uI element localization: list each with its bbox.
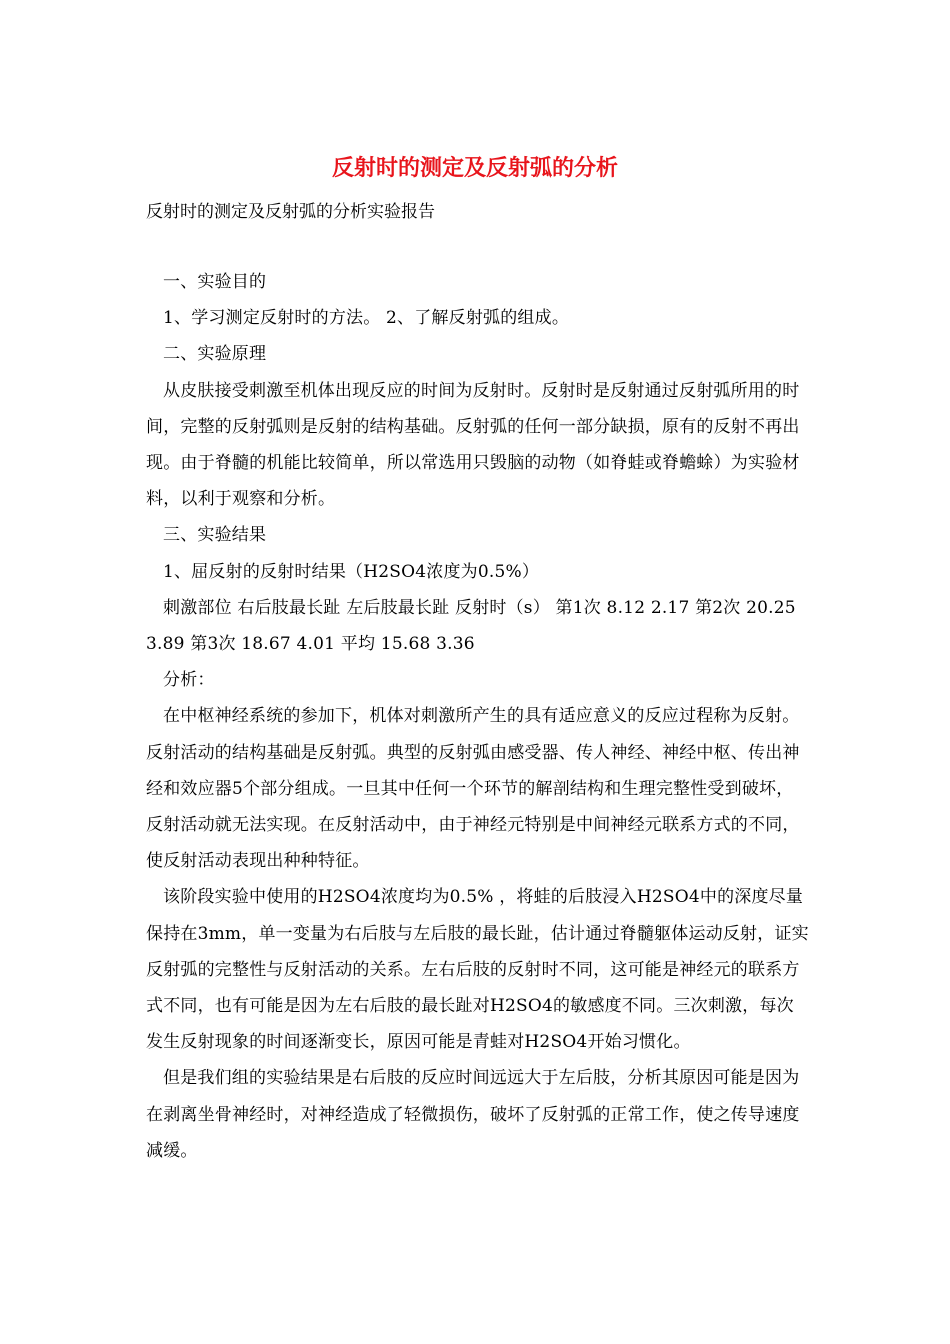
section-heading-purpose: 一、实验目的 xyxy=(163,272,267,292)
analysis-paragraph-3: 但是我们组的实验结果是右后肢的反应时间远远大于左后肢，分析其原因可能是因为在剥离坐骨神经时，对神经造成了轻微损伤，破坏了反射弧的正常工作，使之传导速度减缓。 xyxy=(146,1068,800,1161)
section-heading-results: 三、实验结果 xyxy=(163,525,267,546)
analysis-label: 分析： xyxy=(163,670,215,691)
document-subtitle: 反射时的测定及反射弧的分析实验报告 xyxy=(146,202,435,222)
analysis-paragraph-1: 在中枢神经系统的参加下，机体对刺激所产生的具有适应意义的反应过程称为反射。反射活动的结构基础是反射弧。典型的反射弧由感受器、传人神经、神经中枢、传出神经和效应器5个部分组成。一旦其中任何一个环节的解剖结构和生理完整性受到破坏，反射活动就无法实现。在反射活动中，由于神经元特别是中间神经元联系方式的不同，使反射活动表现出种种特征。 xyxy=(146,706,800,872)
results-subheading: 1、屈反射的反射时结果（H2SO4浓度为0.5%） xyxy=(163,561,540,582)
principle-paragraph: 从皮肤接受刺激至机体出现反应的时间为反射时。反射时是反射通过反射弧所用的时间，完整的反射弧则是反射的结构基础。反射弧的任何一部分缺损，原有的反射不再出现。由于脊髓的机能比较简单，所以常选用只毁脑的动物（如脊蛙或脊蟾蜍）为实验材料，以利于观察和分析。 xyxy=(146,380,800,510)
section-heading-principle: 二、实验原理 xyxy=(163,344,267,365)
document-body xyxy=(146,264,810,1169)
analysis-paragraph-2: 该阶段实验中使用的H2SO4浓度均为0.5% ，将蛙的后肢浸入H2SO4中的深度尽量保持在3mm，单一变量为右后肢与左后肢的最长趾，估计通过脊髓躯体运动反射，证实反射弧的完整性与反射活动的关系。左右后肢的反射时不同，这可能是神经元的联系方式不同，也有可能是因为左右后肢的最长趾对H2SO4的敏感度不同。三次刺激，每次发生反射现象的时间逐渐变长，原因可能是青蛙对H2SO4开始习惯化。 xyxy=(146,887,809,1053)
results-data-paragraph: 刺激部位 右后肢最长趾 左后肢最长趾 反射时（s） 第1次 8.12 2.17 第2次 20.25 3.89 第3次 18.67 4.01 平均 15.68 3.36 xyxy=(146,597,796,655)
purpose-items: 1、学习测定反射时的方法。 2、了解反射弧的组成。 xyxy=(163,308,570,329)
document-title: 反射时的测定及反射弧的分析 xyxy=(331,155,618,181)
